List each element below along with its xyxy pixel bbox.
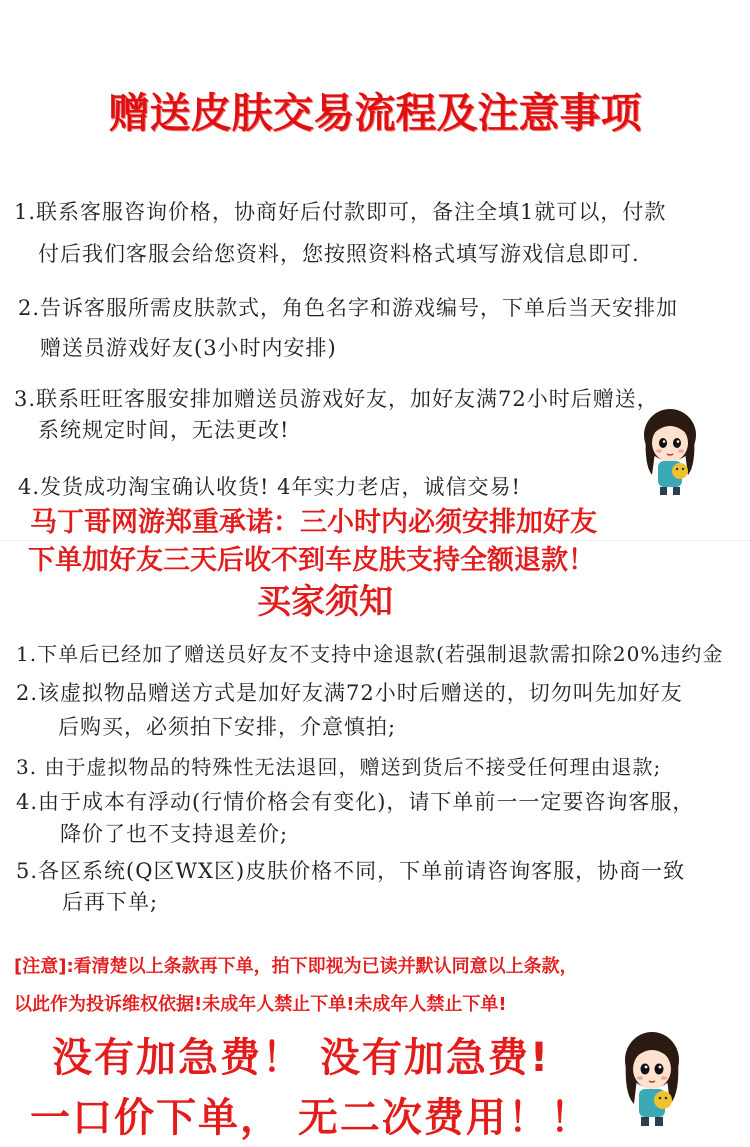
notice-item-4-line-2: 降价了也不支持退差价;: [60, 822, 289, 846]
process-step-2-line-1: 2.告诉客服所需皮肤款式，角色名字和游戏编号，下单后当天安排加: [18, 296, 679, 320]
notice-item-4-line-1: 4.由于成本有浮动(行情价格会有变化)，请下单前一一定要咨询客服，: [16, 790, 695, 814]
process-step-2-line-2: 赠送员游戏好友(3小时内安排): [40, 336, 337, 360]
attention-line-1: [14, 952, 578, 978]
process-step-3-line-1: 3.联系旺旺客服安排加赠送员游戏好友，加好友满72小时后赠送，: [14, 387, 659, 411]
cartoon-girl-icon: [616, 1028, 688, 1128]
process-step-1-line-1: 1.联系客服咨询价格，协商好后付款即可，备注全填1就可以，付款: [14, 200, 667, 224]
no-fee-line-2: 一口价下单， 无二次费用！！: [30, 1095, 592, 1141]
page-title: 赠送皮肤交易流程及注意事项: [108, 89, 642, 137]
notice-item-3: 3. 由于虚拟物品的特殊性无法退回，赠送到货后不接受任何理由退款;: [16, 755, 662, 779]
promise-line-1: 马丁哥网游郑重承诺：三小时内必须安排加好友: [30, 507, 597, 538]
attention-tag: [注意]: [14, 956, 67, 977]
process-step-1-line-2: 付后我们客服会给您资料，您按照资料格式填写游戏信息即可.: [38, 242, 640, 266]
attention-line-2: 以此作为投诉维权依据!未成年人禁止下单!未成年人禁止下单!: [14, 994, 507, 1015]
notice-item-5-line-2: 后再下单;: [62, 890, 159, 914]
buyer-notice-title: 买家须知: [257, 582, 393, 622]
cartoon-girl-icon: [634, 405, 706, 497]
process-step-3-line-2: 系统规定时间，无法更改!: [38, 418, 290, 442]
notice-item-1: 1.下单后已经加了赠送员好友不支持中途退款(若强制退款需扣除20%违约金: [16, 642, 724, 666]
process-step-4: 4.发货成功淘宝确认收货! 4年实力老店，诚信交易!: [18, 475, 521, 499]
promise-line-2: 下单加好友三天后收不到车皮肤支持全额退款！: [28, 545, 595, 576]
notice-item-2-line-1: 2.该虚拟物品赠送方式是加好友满72小时后赠送的，切勿叫先加好友: [16, 681, 683, 705]
attention-text: :看清楚以上条款再下单，拍下即视为已读并默认同意以上条款，: [66, 956, 578, 977]
no-fee-line-1: 没有加急费！ 没有加急费!: [52, 1035, 551, 1081]
notice-item-2-line-2: 后购买，必须拍下安排，介意慎拍;: [58, 715, 397, 739]
notice-item-5-line-1: 5.各区系统(Q区WX区)皮肤价格不同，下单前请咨询客服，协商一致: [16, 859, 686, 883]
